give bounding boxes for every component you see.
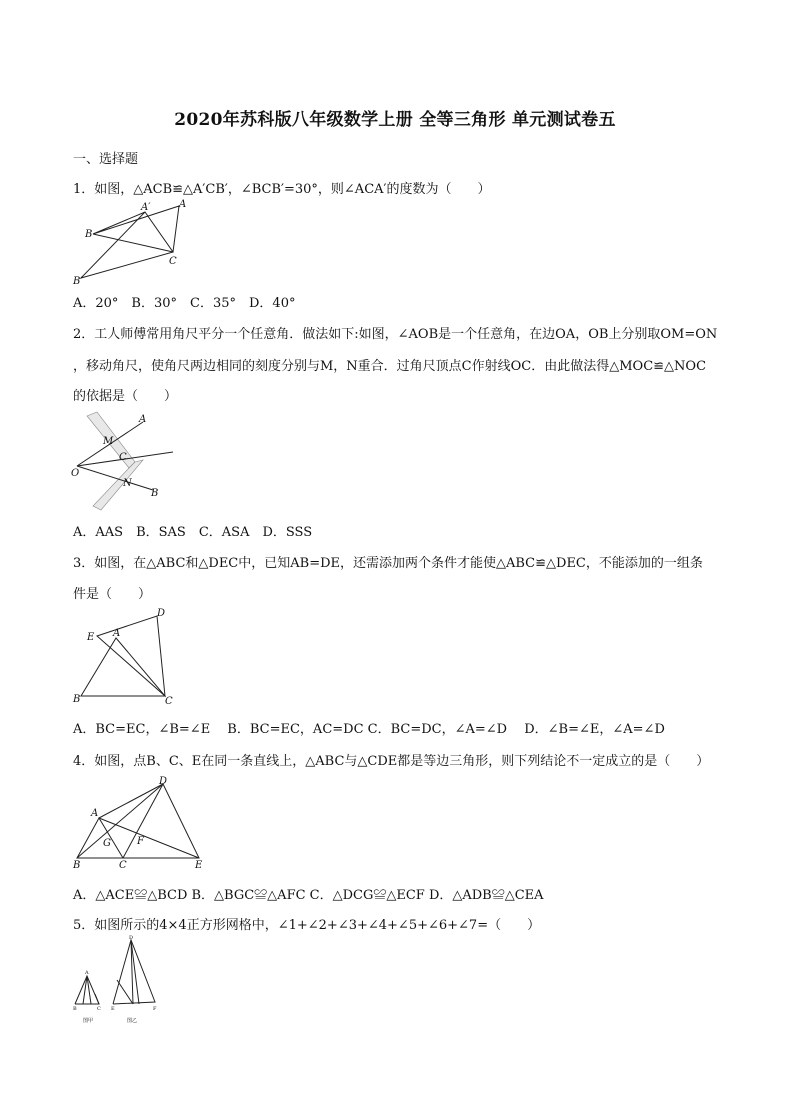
q3-label-d: D [157,608,166,619]
q3-stem-line1: 3．如图，在△ABC和△DEC中，已知AB=DE，还需添加两个条件才能使△ABC≌△DEC，不能添加的一组条 [73,556,703,571]
q5-label-3: C [97,1006,101,1012]
q5-label-2: B [73,1006,77,1012]
q1-label-a2: A′ [141,202,151,213]
q5-stem: 5．如图所示的4×4正方形网格中，∠1+∠2+∠3+∠4+∠5+∠6+∠7=（ ） [73,918,541,933]
q2-label-n: N [123,478,132,489]
q5-caption-2: 图乙 [127,1018,138,1024]
q5-figure-right [113,940,155,1004]
q2-label-o: O [71,468,80,479]
q2-label-b: B [151,488,159,499]
q4-line-bd [77,784,163,858]
q2-stem-line1: 2．工人师傅常用角尺平分一个任意角．做法如下:如图，∠AOB是一个任意角，在边OA，OB上分别取OM=ON [73,327,718,342]
q3-stem-line2: 件是（ ） [73,587,152,602]
q3-figure [73,610,183,705]
q5-label-4: D [129,935,134,941]
q5-figure-left [75,976,99,1004]
q1-label-a: A [179,199,187,210]
q1-stem: 1．如图，△ACB≌△A′CB′，∠BCB′=30°，则∠ACA′的度数为（ ） [73,182,491,197]
q5-label-6: F [153,1006,157,1012]
q4-line-ae [99,818,199,858]
q4-label-g: G [103,838,111,849]
q1-label-b: B [85,229,93,240]
q1-options: A．20° B．30° C．35° D．40° [73,296,296,311]
page-title: 2020年苏科版八年级数学上册 全等三角形 单元测试卷五 [174,110,616,130]
q1-label-c: C [169,256,177,267]
q5-caption-1: 图甲 [83,1018,94,1024]
section-heading: 一、选择题 [73,152,139,167]
q4-label-a: A [91,808,99,819]
q2-label-c: C [119,452,127,463]
q4-options: A．△ACE≌△BCD B．△BGC≌△AFC C．△DCG≌△ECF D．△ADB≌△CEA [73,888,544,903]
q2-label-m: M [103,436,114,447]
q3-options: A．BC=EC，∠B=∠E B．BC=EC，AC=DC C．BC=DC，∠A=∠D D．∠B=∠E，∠A=∠D [73,722,665,737]
q4-label-e: E [195,860,203,871]
q2-stem-line2: ，移动角尺，使角尺两边相同的刻度分别与M，N重合．过角尺顶点C作射线OC．由此做法得△MOC≌△NOC [73,359,707,374]
q3-label-c: C [165,696,173,707]
q3-triangle-abc [81,638,165,696]
q4-triangle-cde [123,784,199,858]
q5-figure [73,936,163,1026]
q4-label-f: F [137,836,144,847]
q3-label-a: A [113,628,121,639]
q2-figure [73,410,183,510]
q4-stem: 4．如图，点B、C、E在同一条直线上，△ABC与△CDE都是等边三角形，则下列结论不一定成立的是（ ） [73,754,710,769]
q1-label-b2: B′ [73,276,83,287]
q1-figure [73,198,203,288]
q2-stem-line3: 的依据是（ ） [73,389,178,404]
q1-lines [81,206,179,278]
q4-label-d: D [159,776,168,787]
q5-label-1: A [85,970,89,976]
q3-label-b: B [73,694,81,705]
q2-options: A．AAS B．SAS C．ASA D．SSS [73,525,313,540]
q5-label-5: E [111,1006,115,1012]
q2-angle-ruler [87,412,143,510]
q3-label-e: E [87,632,95,643]
q4-label-c: C [119,860,127,871]
q2-label-a: A [139,414,147,425]
q4-label-b: B [73,860,81,871]
q4-figure [73,776,213,871]
